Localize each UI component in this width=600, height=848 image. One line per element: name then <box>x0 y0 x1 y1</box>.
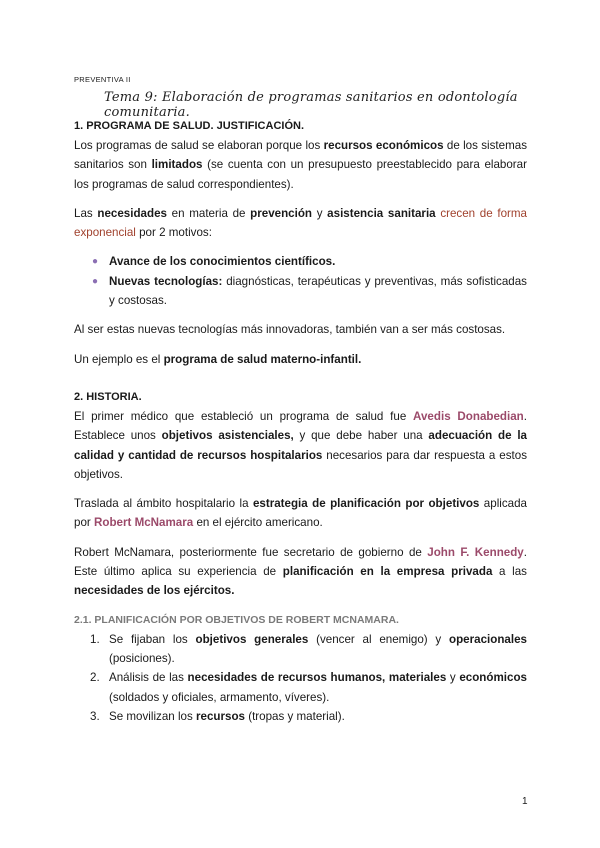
text: a las <box>492 565 527 579</box>
list-number: 1. <box>90 632 100 646</box>
text: necesarios para dar respuesta a estos objetivos. <box>74 448 527 481</box>
s1-paragraph-1 <box>74 136 527 194</box>
text: y <box>446 671 460 685</box>
bold-text: adecuación de la calidad y cantidad de recursos hospitalarios <box>74 429 527 462</box>
s2-paragraph-1 <box>74 407 527 484</box>
course-header: PREVENTIVA II <box>74 75 131 84</box>
name-highlight: Robert McNamara <box>93 516 194 530</box>
bold-text: asistencia sanitaria <box>327 206 436 220</box>
bold-text: económicos <box>459 671 527 685</box>
text: . Este último aplica su experiencia de <box>74 545 527 579</box>
text: Traslada al ámbito hospitalario la <box>74 497 253 511</box>
bold-text: limitados <box>151 158 203 172</box>
text: . Establece unos <box>74 409 527 443</box>
text: aplicada por <box>74 497 527 530</box>
bold-text: necesidades de recursos humanos, materiales <box>187 671 447 685</box>
bold-text: necesidades <box>97 206 167 220</box>
bold-text: recursos económicos <box>323 139 444 152</box>
text: Los programas de salud se elaboran porque los <box>74 139 324 152</box>
s1-paragraph-3: Al ser estas nuevas tecnologías más innovadoras, también van a ser más costosas. <box>74 323 506 337</box>
list-item <box>90 668 527 707</box>
list-item <box>92 252 527 271</box>
s1-paragraph-4 <box>74 350 527 369</box>
text: en materia de <box>166 206 251 220</box>
text: (posiciones). <box>109 651 175 665</box>
list-item <box>92 272 527 311</box>
text: Se fijaban los <box>109 632 196 646</box>
list-number: 2. <box>90 671 100 685</box>
list-item <box>90 707 527 726</box>
page-title: Tema 9: Elaboración de programas sanitarios en odontología comunitaria. <box>104 90 518 120</box>
page-number: 1 <box>522 796 528 807</box>
bold-text: operacionales <box>449 632 527 646</box>
bold-text: programa de salud materno-infantil. <box>163 352 362 366</box>
text: Robert McNamara, posteriormente fue secretario de gobierno de <box>74 545 428 559</box>
list-item <box>90 630 527 669</box>
text: El primer médico que estableció un programa de salud fue <box>74 409 414 423</box>
text: de los sistemas sanitarios son <box>74 139 527 172</box>
document-body <box>74 117 527 726</box>
text: (vencer al enemigo) y <box>308 632 450 646</box>
name-highlight: John F. Kennedy <box>427 545 524 559</box>
bold-text: necesidades de los ejércitos. <box>74 584 235 598</box>
bullet-icon: ● <box>92 256 99 268</box>
section-2-1-heading: 2.1. PLANIFICACIÓN POR OBJETIVOS DE ROBERT MCNAMARA. <box>74 613 399 626</box>
bold-text: prevención <box>250 206 313 220</box>
text: Un ejemplo es el <box>74 352 164 366</box>
bold-text: recursos <box>196 709 245 723</box>
text: (se cuenta con un presupuesto preestablecido para elaborar los programas de salud correspondientes). <box>74 158 527 191</box>
text: Las <box>74 206 98 220</box>
section-1-heading: 1. PROGRAMA DE SALUD. JUSTIFICACIÓN. <box>74 120 304 132</box>
section-2-heading: 2. HISTORIA. <box>74 390 142 403</box>
text: y que debe haber una <box>293 429 429 443</box>
text: en el ejército americano. <box>193 516 323 530</box>
bold-text: Avance de los conocimientos científicos. <box>109 255 336 269</box>
s1-paragraph-2 <box>74 204 527 243</box>
bold-text: estrategia de planificación por objetivos <box>252 497 480 511</box>
text: (tropas y material). <box>244 709 345 723</box>
s2-paragraph-2 <box>74 494 527 533</box>
bold-text: objetivos generales <box>195 632 309 646</box>
text: Se movilizan los <box>109 709 196 723</box>
text: Análisis de las <box>109 671 188 685</box>
name-highlight: Avedis Donabedian <box>413 409 524 423</box>
highlight-text: crecen de forma exponencial <box>74 206 527 240</box>
text: y <box>312 206 328 220</box>
bullet-icon: ● <box>92 275 99 287</box>
text: diagnósticas, terapéuticas y preventivas, más sofisticadas y costosas. <box>109 274 527 308</box>
bold-text: planificación en la empresa privada <box>282 565 493 579</box>
bold-text: objetivos asistenciales, <box>161 429 294 443</box>
s2-paragraph-3 <box>74 543 527 601</box>
text: por 2 motivos: <box>135 226 212 240</box>
bullet-list <box>74 252 527 310</box>
bold-text: Nuevas tecnologías: <box>109 274 223 288</box>
numbered-list <box>74 630 527 726</box>
list-number: 3. <box>90 709 100 723</box>
text: (soldados y oficiales, armamento, víveres). <box>109 690 330 704</box>
